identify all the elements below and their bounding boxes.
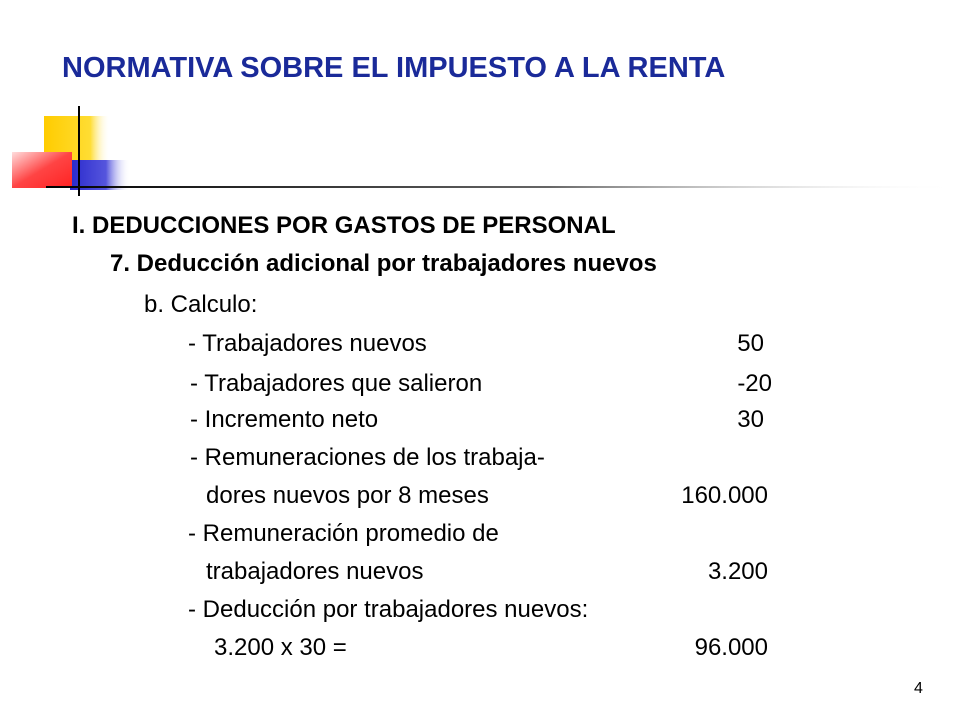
row-value: 3.200 bbox=[707, 558, 768, 585]
calc-heading: b. Calculo: bbox=[144, 291, 258, 318]
row-value: 50 bbox=[737, 330, 764, 357]
row-label: dores nuevos por 8 meses bbox=[206, 482, 489, 509]
row-label: - Trabajadores que salieron bbox=[190, 370, 483, 397]
section-heading: I. DEDUCCIONES POR GASTOS DE PERSONAL bbox=[72, 212, 616, 239]
row-label: - Remuneraciones de los trabaja- bbox=[190, 444, 545, 471]
row-label: 3.200 x 30 = bbox=[214, 634, 347, 661]
vertical-line bbox=[78, 106, 80, 196]
decorative-squares-graphic bbox=[0, 0, 960, 200]
row-label: - Remuneración promedio de bbox=[188, 520, 499, 547]
subsection-heading: 7. Deducción adicional por trabajadores nuevos bbox=[110, 250, 657, 277]
row-label: - Trabajadores nuevos bbox=[188, 330, 427, 357]
row-value: 30 bbox=[737, 406, 764, 433]
row-value: 160.000 bbox=[681, 482, 768, 509]
slide-title: NORMATIVA SOBRE EL IMPUESTO A LA RENTA bbox=[62, 52, 726, 84]
row-label: - Deducción por trabajadores nuevos: bbox=[188, 596, 589, 623]
row-label: - Incremento neto bbox=[190, 406, 379, 433]
red-square bbox=[12, 152, 72, 188]
row-value: 96.000 bbox=[694, 634, 768, 661]
horizontal-line bbox=[46, 186, 960, 188]
row-value: -20 bbox=[737, 370, 772, 397]
page-number: 4 bbox=[914, 680, 923, 697]
row-label: trabajadores nuevos bbox=[206, 558, 424, 585]
